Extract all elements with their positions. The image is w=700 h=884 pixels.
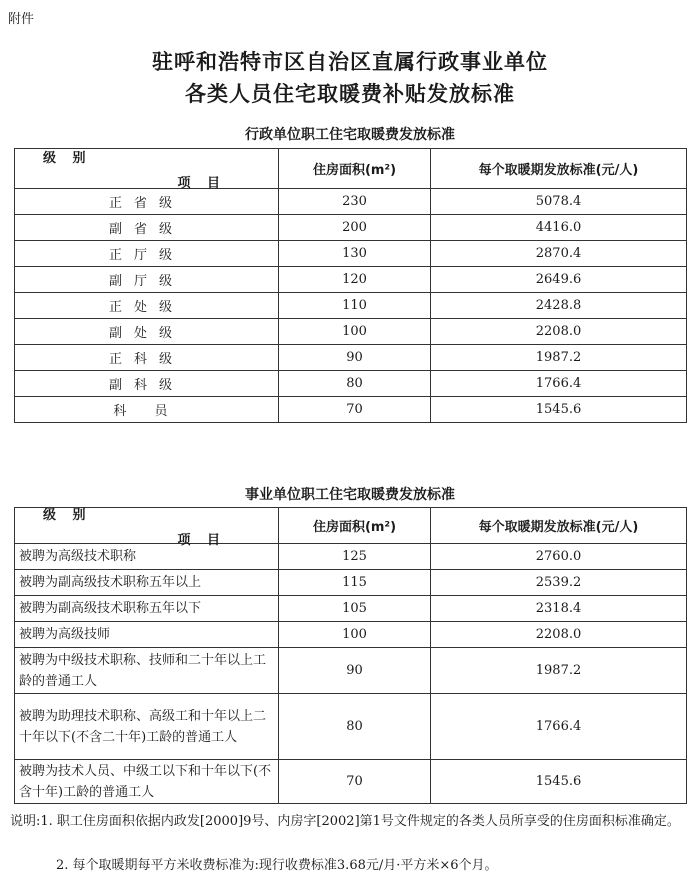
table-row [15,241,687,267]
admin-units-table [14,148,687,423]
standard-cell: 2428.8 [431,293,687,319]
level-cell: 副厅级 [15,267,279,293]
standard-cell: 1766.4 [431,371,687,397]
area-cell: 80 [279,371,431,397]
table-row [15,345,687,371]
table-row [15,293,687,319]
standard-cell: 1987.2 [431,345,687,371]
diagonal-header-cell [15,507,279,548]
area-cell: 80 [279,694,431,760]
level-cell: 被聘为副高级技术职称五年以上 [15,570,279,596]
column-header-area: 住房面积(m²) [279,149,431,189]
column-header-standard: 每个取暖期发放标准(元/人) [431,149,687,189]
attachment-label: 附件 [8,12,35,27]
standard-cell: 2649.6 [431,267,687,293]
standard-cell: 2208.0 [431,319,687,345]
level-cell: 被聘为副高级技术职称五年以下 [15,596,279,622]
table-row [15,371,687,397]
public-institutions-table [14,507,687,804]
area-cell: 100 [279,319,431,345]
area-cell: 110 [279,293,431,319]
table-row [15,319,687,345]
level-cell: 被聘为高级技术职称 [15,544,279,570]
table-row [15,760,687,804]
area-cell: 90 [279,648,431,694]
level-cell: 被聘为助理技术职称、高级工和十年以上二十年以下(不含二十年)工龄的普通工人 [15,694,279,760]
standard-cell: 2208.0 [431,622,687,648]
standard-cell: 2870.4 [431,241,687,267]
standard-cell: 1545.6 [431,397,687,423]
standard-cell: 1545.6 [431,760,687,804]
area-cell: 125 [279,544,431,570]
table-row [15,570,687,596]
level-cell: 正厅级 [15,241,279,267]
table-row [15,189,687,215]
standard-cell: 2760.0 [431,544,687,570]
standard-cell: 1766.4 [431,694,687,760]
area-cell: 70 [279,760,431,804]
level-cell: 正省级 [15,189,279,215]
area-cell: 105 [279,596,431,622]
header-level-label: 级 别 [43,507,92,523]
level-cell: 正科级 [15,345,279,371]
page-title-line2: 各类人员住宅取暖费补贴发放标准 [185,82,515,106]
area-cell: 130 [279,241,431,267]
level-cell: 被聘为高级技师 [15,622,279,648]
standard-cell: 1987.2 [431,648,687,694]
table-header-row [15,508,687,544]
diagonal-header-cell [15,149,279,189]
area-cell: 200 [279,215,431,241]
table-row [15,694,687,760]
header-level-label: 级 别 [43,150,92,166]
table-header-row [15,149,687,189]
table-row [15,215,687,241]
column-header-area: 住房面积(m²) [279,508,431,544]
area-cell: 100 [279,622,431,648]
table-row [15,267,687,293]
table-row [15,596,687,622]
standard-cell: 4416.0 [431,215,687,241]
standard-cell: 2318.4 [431,596,687,622]
column-header-standard: 每个取暖期发放标准(元/人) [431,508,687,544]
table-row [15,544,687,570]
note-1: 说明:1. 职工住房面积依据内政发[2000]9号、内房字[2002]第1号文件规定的各类人员所享受的住房面积标准确定。 [10,814,680,829]
area-cell: 230 [279,189,431,215]
standard-cell: 5078.4 [431,189,687,215]
area-cell: 115 [279,570,431,596]
table-row [15,397,687,423]
table-row [15,622,687,648]
level-cell: 副科级 [15,371,279,397]
area-cell: 120 [279,267,431,293]
level-cell: 被聘为技术人员、中级工以下和十年以下(不含十年)工龄的普通工人 [15,760,279,804]
level-cell: 正处级 [15,293,279,319]
header-item-label: 项 目 [177,175,226,191]
level-cell: 副省级 [15,215,279,241]
table-row [15,648,687,694]
area-cell: 90 [279,345,431,371]
level-cell: 副处级 [15,319,279,345]
note-2: 2. 每个取暖期每平方米收费标准为:现行收费标准3.68元/月·平方米×6个月。 [56,858,498,873]
standard-cell: 2539.2 [431,570,687,596]
level-cell: 科 员 [15,397,279,423]
level-cell: 被聘为中级技术职称、技师和二十年以上工龄的普通工人 [15,648,279,694]
page-title-line1: 驻呼和浩特市区自治区直属行政事业单位 [152,50,548,74]
table2-caption: 事业单位职工住宅取暖费发放标准 [245,487,455,503]
table1-caption: 行政单位职工住宅取暖费发放标准 [245,127,455,143]
header-item-label: 项 目 [177,532,226,548]
area-cell: 70 [279,397,431,423]
